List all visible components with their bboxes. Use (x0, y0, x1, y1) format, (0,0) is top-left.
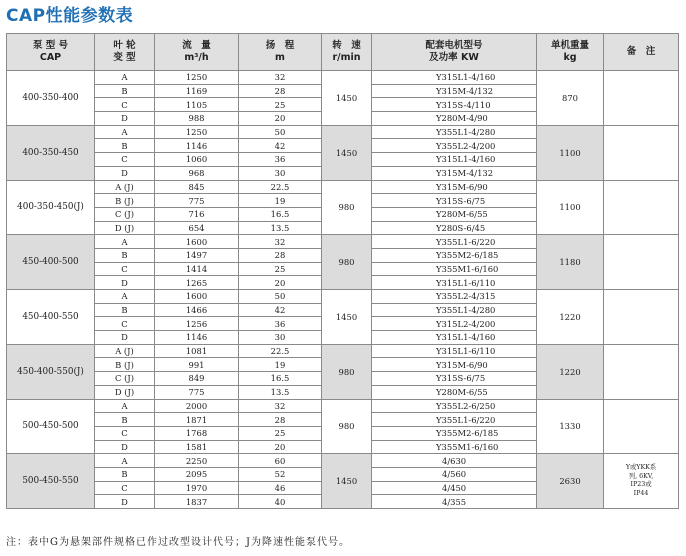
flow-cell: 2250 (155, 454, 239, 468)
impeller-cell: C (95, 262, 155, 276)
flow-cell: 1970 (155, 481, 239, 495)
head-cell: 32 (239, 399, 322, 413)
head-cell: 50 (239, 125, 322, 139)
motor-cell: 4/450 (372, 481, 537, 495)
speed-cell: 980 (322, 180, 372, 235)
remark-cell (604, 399, 679, 454)
weight-cell: 1180 (537, 235, 604, 290)
header-impeller: 叶 轮 变 型 (95, 34, 155, 71)
flow-cell: 1105 (155, 98, 239, 112)
speed-cell: 1450 (322, 290, 372, 345)
impeller-cell: B (95, 413, 155, 427)
speed-cell: 980 (322, 235, 372, 290)
pump-model-cell: 500-450-550 (7, 454, 95, 509)
speed-cell: 980 (322, 399, 372, 454)
motor-cell: 4/630 (372, 454, 537, 468)
impeller-cell: A (95, 399, 155, 413)
impeller-cell: C (95, 317, 155, 331)
weight-cell: 870 (537, 71, 604, 126)
head-cell: 32 (239, 71, 322, 85)
weight-cell: 1100 (537, 125, 604, 180)
flow-cell: 1250 (155, 125, 239, 139)
head-cell: 28 (239, 413, 322, 427)
head-cell: 30 (239, 166, 322, 180)
impeller-cell: C (95, 426, 155, 440)
head-cell: 30 (239, 331, 322, 345)
flow-cell: 1466 (155, 303, 239, 317)
pump-model-cell: 450-400-500 (7, 235, 95, 290)
head-cell: 19 (239, 194, 322, 208)
pump-model-cell: 400-350-450 (7, 125, 95, 180)
head-cell: 25 (239, 262, 322, 276)
motor-cell: Y280M-6/55 (372, 385, 537, 399)
table-row (7, 125, 679, 139)
header-flow: 流 量 m³/h (155, 34, 239, 71)
pump-model-cell: 400-350-450(J) (7, 180, 95, 235)
impeller-cell: A (95, 290, 155, 304)
impeller-cell: A (95, 235, 155, 249)
head-cell: 28 (239, 248, 322, 262)
impeller-cell: C (J) (95, 207, 155, 221)
head-cell: 25 (239, 426, 322, 440)
remark-line: IP23或 (630, 481, 652, 489)
footnote: 注：表中G为悬架部件规格已作过改型设计代号；J为降速性能泵代号。 (6, 537, 350, 548)
remark-cell (604, 344, 679, 399)
table-row (7, 454, 679, 468)
speed-cell: 1450 (322, 71, 372, 126)
motor-cell: Y280M-6/55 (372, 207, 537, 221)
impeller-cell: D (95, 112, 155, 126)
flow-cell: 1256 (155, 317, 239, 331)
impeller-cell: B (95, 139, 155, 153)
pump-model-cell: 450-400-550 (7, 290, 95, 345)
impeller-cell: D (J) (95, 385, 155, 399)
flow-cell: 2000 (155, 399, 239, 413)
impeller-cell: D (J) (95, 221, 155, 235)
impeller-cell: C (95, 153, 155, 167)
impeller-cell: C (95, 481, 155, 495)
weight-cell: 2630 (537, 454, 604, 509)
head-cell: 36 (239, 153, 322, 167)
header-speed: 转 速 r/min (322, 34, 372, 71)
impeller-cell: D (95, 331, 155, 345)
table-row (7, 290, 679, 304)
flow-cell: 1265 (155, 276, 239, 290)
flow-cell: 991 (155, 358, 239, 372)
motor-cell: Y280M-4/90 (372, 112, 537, 126)
flow-cell: 1250 (155, 71, 239, 85)
flow-cell: 1497 (155, 248, 239, 262)
motor-cell: Y355L2-4/200 (372, 139, 537, 153)
speed-cell: 1450 (322, 454, 372, 509)
weight-cell: 1100 (537, 180, 604, 235)
motor-cell: Y355L2-4/315 (372, 290, 537, 304)
head-cell: 16.5 (239, 372, 322, 386)
impeller-cell: D (95, 440, 155, 454)
table-row (7, 235, 679, 249)
flow-cell: 654 (155, 221, 239, 235)
head-cell: 20 (239, 112, 322, 126)
impeller-cell: B (95, 303, 155, 317)
header-weight: 单机重量 kg (537, 34, 604, 71)
page-title: CAP性能参数表 (6, 6, 134, 26)
motor-cell: Y315M-6/90 (372, 358, 537, 372)
impeller-cell: B (95, 248, 155, 262)
motor-cell: Y355L2-6/250 (372, 399, 537, 413)
flow-cell: 1146 (155, 139, 239, 153)
head-cell: 25 (239, 98, 322, 112)
motor-cell: Y315L1-6/110 (372, 344, 537, 358)
impeller-cell: B (J) (95, 194, 155, 208)
flow-cell: 849 (155, 372, 239, 386)
header-row (7, 34, 679, 71)
header-remark: 备 注 (604, 34, 679, 71)
flow-cell: 1871 (155, 413, 239, 427)
impeller-cell: D (95, 166, 155, 180)
remark-cell (604, 125, 679, 180)
motor-cell: Y355M1-6/160 (372, 262, 537, 276)
head-cell: 13.5 (239, 385, 322, 399)
header-motor: 配套电机型号 及功率 KW (372, 34, 537, 71)
head-cell: 52 (239, 467, 322, 481)
motor-cell: Y355L1-4/280 (372, 303, 537, 317)
head-cell: 40 (239, 495, 322, 509)
motor-cell: Y355L1-6/220 (372, 413, 537, 427)
flow-cell: 1600 (155, 235, 239, 249)
motor-cell: Y280S-6/45 (372, 221, 537, 235)
impeller-cell: A (95, 71, 155, 85)
head-cell: 20 (239, 440, 322, 454)
pump-model-cell: 400-350-400 (7, 71, 95, 126)
impeller-cell: A (95, 125, 155, 139)
motor-cell: Y355M2-6/185 (372, 248, 537, 262)
table-row (7, 344, 679, 358)
flow-cell: 1768 (155, 426, 239, 440)
flow-cell: 1169 (155, 84, 239, 98)
speed-cell: 1450 (322, 125, 372, 180)
flow-cell: 1060 (155, 153, 239, 167)
remark-cell (604, 290, 679, 345)
head-cell: 36 (239, 317, 322, 331)
head-cell: 42 (239, 303, 322, 317)
impeller-cell: B (J) (95, 358, 155, 372)
header-head: 扬 程 m (239, 34, 322, 71)
pump-model-cell: 500-450-500 (7, 399, 95, 454)
motor-cell: Y315S-6/75 (372, 372, 537, 386)
flow-cell: 1600 (155, 290, 239, 304)
impeller-cell: C (J) (95, 372, 155, 386)
flow-cell: 775 (155, 194, 239, 208)
motor-cell: Y315M-6/90 (372, 180, 537, 194)
remark-cell (604, 180, 679, 235)
table-row (7, 399, 679, 413)
flow-cell: 968 (155, 166, 239, 180)
head-cell: 60 (239, 454, 322, 468)
table-body (7, 71, 679, 509)
weight-cell: 1220 (537, 290, 604, 345)
motor-cell: Y315S-4/110 (372, 98, 537, 112)
motor-cell: Y315L1-4/160 (372, 331, 537, 345)
impeller-cell: D (95, 276, 155, 290)
head-cell: 22.5 (239, 344, 322, 358)
motor-cell: Y315L1-4/160 (372, 153, 537, 167)
head-cell: 46 (239, 481, 322, 495)
motor-cell: 4/355 (372, 495, 537, 509)
flow-cell: 1581 (155, 440, 239, 454)
head-cell: 32 (239, 235, 322, 249)
remark-line: 列, 6KV, (628, 472, 654, 480)
motor-cell: Y315M-4/132 (372, 166, 537, 180)
head-cell: 50 (239, 290, 322, 304)
remark-line: IP44 (633, 489, 649, 497)
motor-cell: Y315S-6/75 (372, 194, 537, 208)
remark-cell (604, 454, 679, 509)
head-cell: 13.5 (239, 221, 322, 235)
motor-cell: Y315L1-4/160 (372, 71, 537, 85)
motor-cell: Y355L1-6/220 (372, 235, 537, 249)
speed-cell: 980 (322, 344, 372, 399)
flow-cell: 716 (155, 207, 239, 221)
motor-cell: 4/560 (372, 467, 537, 481)
weight-cell: 1330 (537, 399, 604, 454)
head-cell: 20 (239, 276, 322, 290)
remark-line: Y或YKK系 (625, 463, 657, 471)
impeller-cell: B (95, 84, 155, 98)
head-cell: 19 (239, 358, 322, 372)
impeller-cell: A (95, 454, 155, 468)
motor-cell: Y355L1-4/280 (372, 125, 537, 139)
impeller-cell: D (95, 495, 155, 509)
remark-cell (604, 71, 679, 126)
motor-cell: Y355M1-6/160 (372, 440, 537, 454)
remark-cell (604, 235, 679, 290)
impeller-cell: B (95, 467, 155, 481)
motor-cell: Y315L1-6/110 (372, 276, 537, 290)
motor-cell: Y315L2-4/200 (372, 317, 537, 331)
impeller-cell: A (J) (95, 180, 155, 194)
flow-cell: 1414 (155, 262, 239, 276)
motor-cell: Y355M2-6/185 (372, 426, 537, 440)
header-pump-model: 泵 型 号 CAP (7, 34, 95, 71)
flow-cell: 845 (155, 180, 239, 194)
flow-cell: 988 (155, 112, 239, 126)
impeller-cell: A (J) (95, 344, 155, 358)
flow-cell: 1146 (155, 331, 239, 345)
flow-cell: 1081 (155, 344, 239, 358)
flow-cell: 2095 (155, 467, 239, 481)
impeller-cell: C (95, 98, 155, 112)
head-cell: 42 (239, 139, 322, 153)
motor-cell: Y315M-4/132 (372, 84, 537, 98)
weight-cell: 1220 (537, 344, 604, 399)
head-cell: 22.5 (239, 180, 322, 194)
pump-model-cell: 450-400-550(J) (7, 344, 95, 399)
table-row (7, 180, 679, 194)
head-cell: 28 (239, 84, 322, 98)
table-row (7, 71, 679, 85)
performance-table (6, 33, 679, 509)
flow-cell: 775 (155, 385, 239, 399)
head-cell: 16.5 (239, 207, 322, 221)
flow-cell: 1837 (155, 495, 239, 509)
